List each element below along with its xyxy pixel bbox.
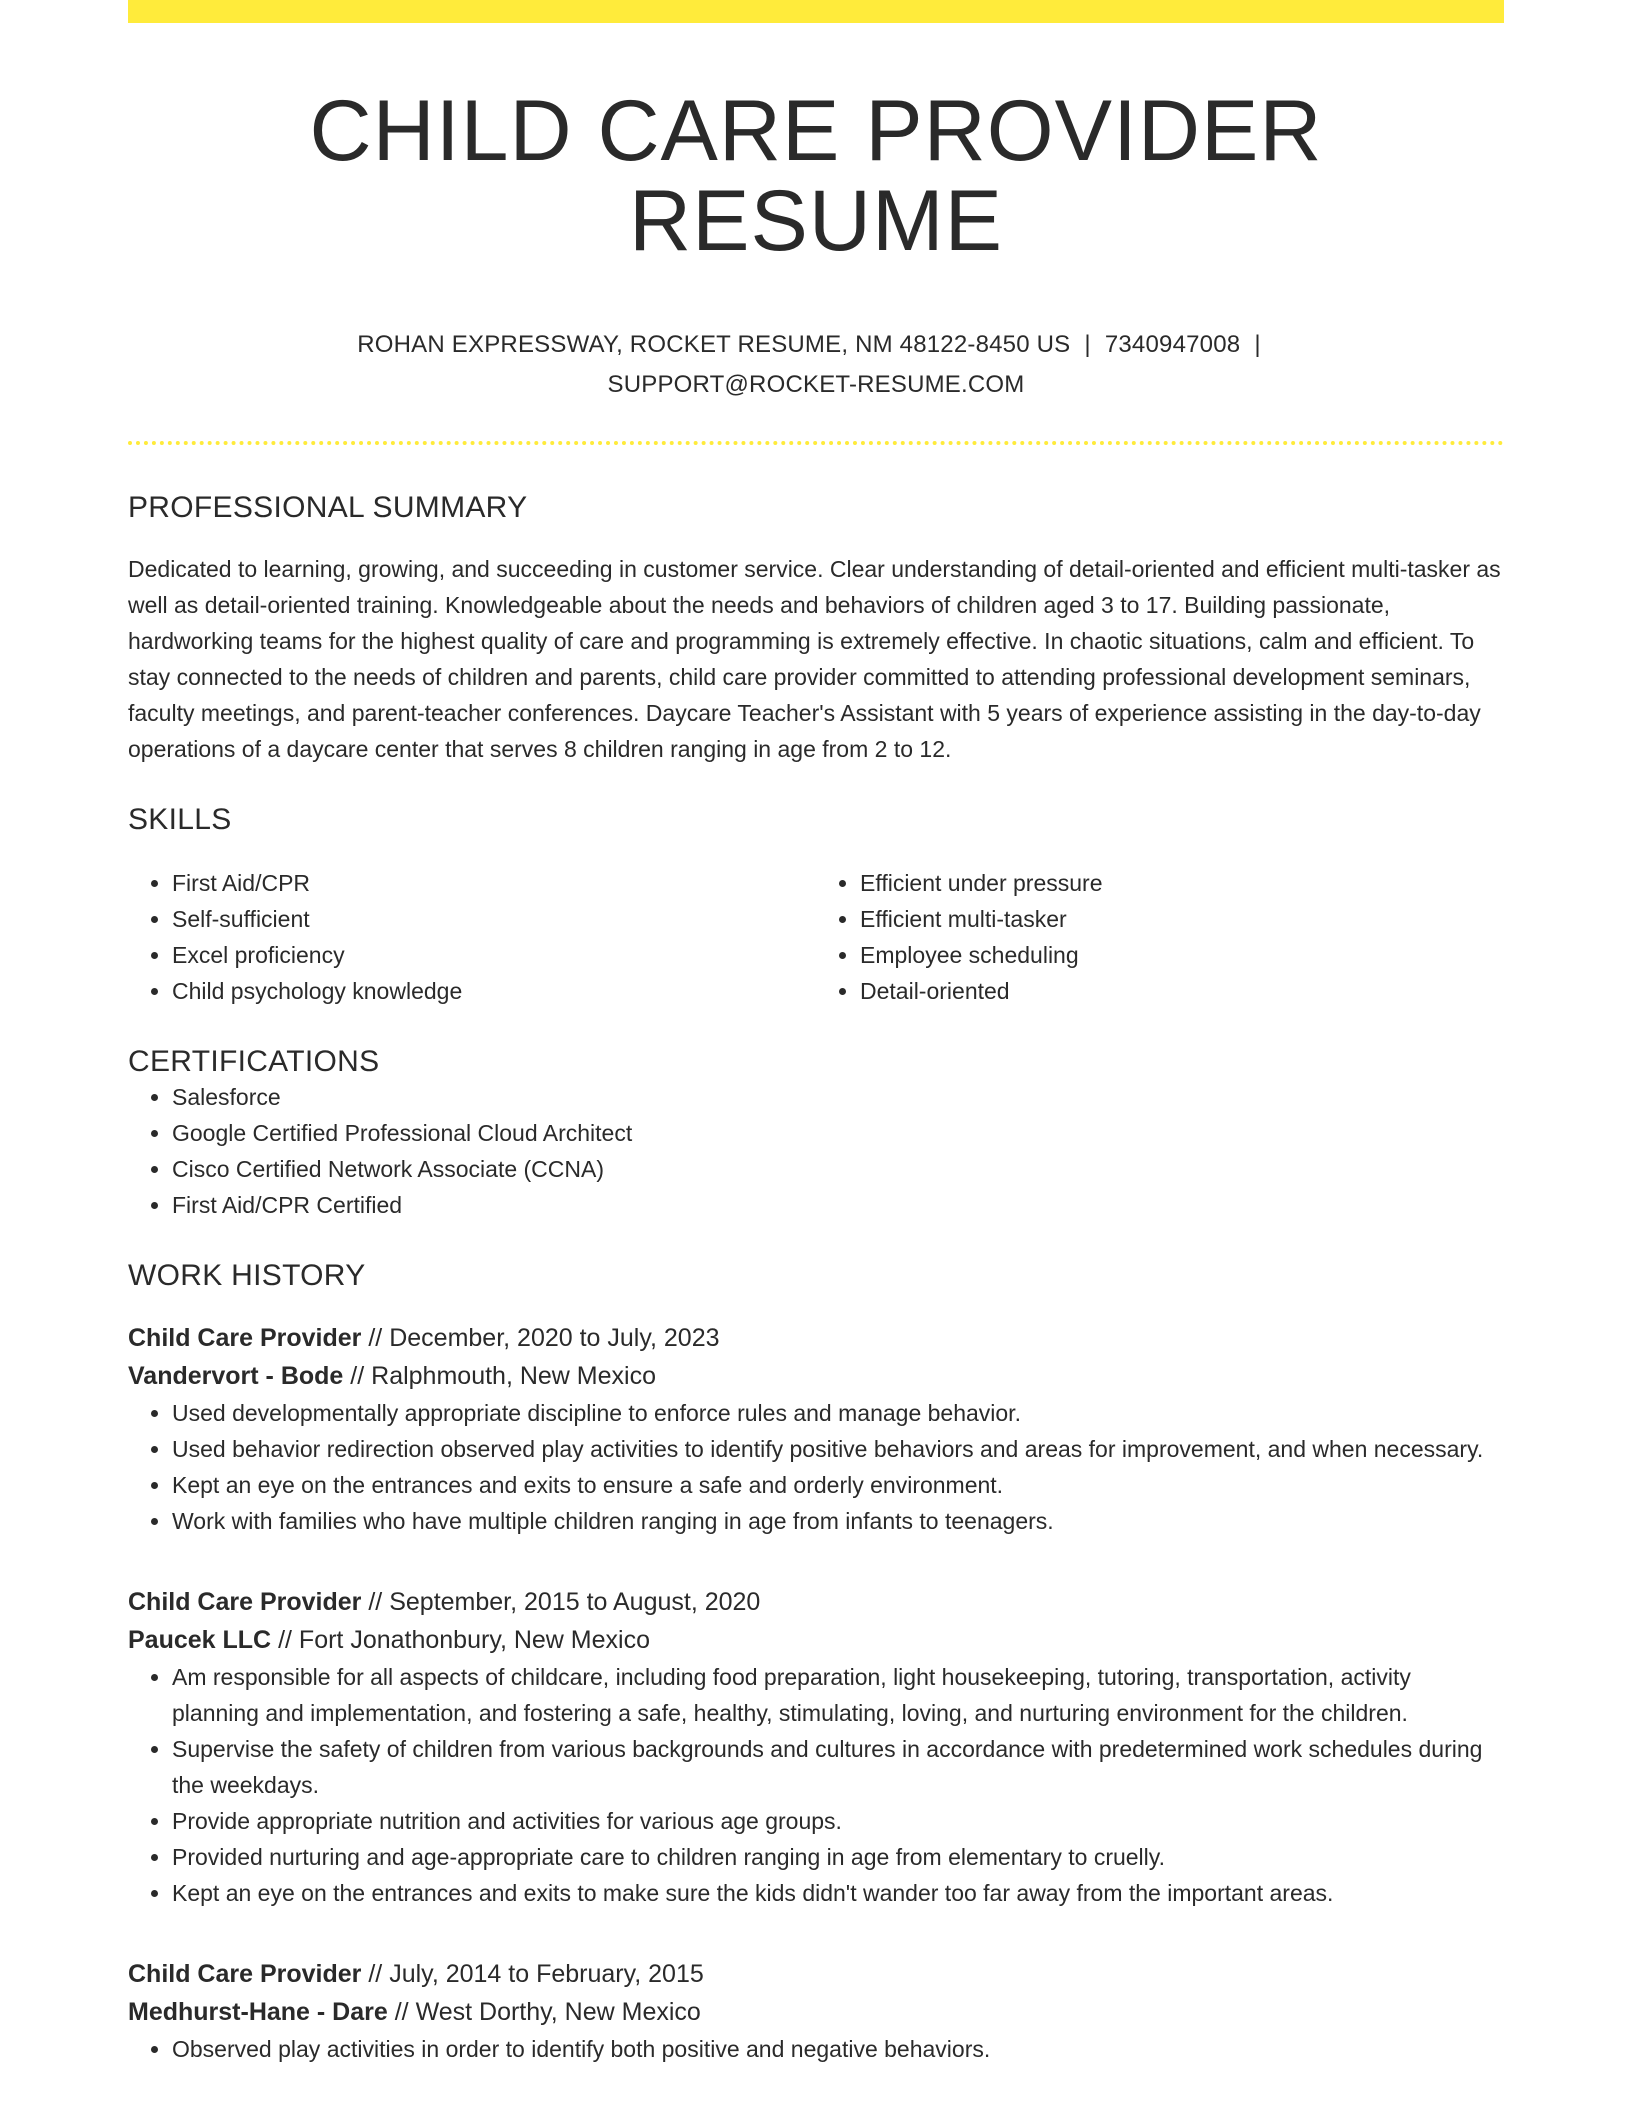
job-separator: // bbox=[368, 1959, 383, 1988]
job-entry bbox=[128, 1319, 1504, 1539]
skill-item: • Child psychology knowledge bbox=[172, 973, 816, 1009]
job-title: Child Care Provider bbox=[128, 1587, 362, 1616]
job-separator: // bbox=[368, 1587, 383, 1616]
header-divider bbox=[128, 441, 1504, 445]
certification-item: • Google Certified Professional Cloud Architect bbox=[172, 1115, 1504, 1151]
contact-phone[interactable]: 7340947008 bbox=[1104, 330, 1241, 358]
skill-item: • Excel proficiency bbox=[172, 937, 816, 973]
job-duty: • Used behavior redirection observed play activities to identify positive behaviors and areas for improvement, and when necessary. bbox=[172, 1431, 1504, 1467]
job-location: Ralphmouth, New Mexico bbox=[371, 1361, 656, 1390]
job-title-line bbox=[128, 1319, 1504, 1357]
certification-item: • Cisco Certified Network Associate (CCNA) bbox=[172, 1151, 1504, 1187]
job-duty: • Kept an eye on the entrances and exits to ensure a safe and orderly environment. bbox=[172, 1467, 1504, 1503]
job-separator: // bbox=[350, 1361, 365, 1390]
summary-heading: PROFESSIONAL SUMMARY bbox=[128, 490, 528, 524]
skills-heading: SKILLS bbox=[128, 802, 232, 836]
job-dates: September, 2015 to August, 2020 bbox=[389, 1587, 761, 1616]
contact-separator: | bbox=[1084, 330, 1091, 358]
job-separator: // bbox=[278, 1625, 292, 1654]
job-separator: // bbox=[368, 1323, 383, 1352]
job-company: Medhurst-Hane - Dare bbox=[128, 1997, 388, 2026]
resume-title: CHILD CARE PROVIDER RESUME bbox=[309, 83, 1323, 270]
contact-info bbox=[128, 325, 1504, 405]
contact-separator: | bbox=[1254, 330, 1261, 358]
skills-grid bbox=[128, 865, 1504, 1009]
job-dates: December, 2020 to July, 2023 bbox=[389, 1323, 720, 1352]
job-company-line bbox=[128, 1621, 1504, 1659]
job-title: Child Care Provider bbox=[128, 1323, 362, 1352]
contact-address: ROHAN EXPRESSWAY, ROCKET RESUME, NM 48122-8450 US bbox=[357, 330, 1071, 358]
job-duty: • Kept an eye on the entrances and exits to make sure the kids didn't wander too far away from the important areas. bbox=[172, 1875, 1504, 1911]
job-separator: // bbox=[394, 1997, 409, 2026]
contact-email[interactable]: SUPPORT@ROCKET-RESUME.COM bbox=[607, 370, 1025, 398]
job-company-line bbox=[128, 1993, 1504, 2031]
job-location: West Dorthy, New Mexico bbox=[415, 1997, 701, 2026]
job-duty: • Used developmentally appropriate discipline to enforce rules and manage behavior. bbox=[172, 1395, 1504, 1431]
job-duty: • Provided nurturing and age-appropriate care to children ranging in age from elementary to cruelly. bbox=[172, 1839, 1504, 1875]
certification-item: • First Aid/CPR Certified bbox=[172, 1187, 1504, 1223]
skill-item: • Efficient multi-tasker bbox=[860, 901, 1504, 937]
job-location: Fort Jonathonbury, New Mexico bbox=[298, 1625, 650, 1654]
resume-page bbox=[128, 0, 1504, 2067]
job-entry bbox=[128, 1583, 1504, 1911]
job-title: Child Care Provider bbox=[128, 1959, 362, 1988]
skill-item: • Self-sufficient bbox=[172, 901, 816, 937]
job-company: Vandervort - Bode bbox=[128, 1361, 344, 1390]
job-title-line bbox=[128, 1955, 1504, 1993]
job-duties-list bbox=[128, 2031, 1504, 2067]
job-duties-list bbox=[128, 1395, 1504, 1539]
summary-text: Dedicated to learning, growing, and succeeding in customer service. Clear understanding of detail-oriented and efficient multi-tasker as well as detail-oriented training. Knowledgeable about the needs and behaviors of children aged 3 to 17. Building passionate, hardworking teams for the highest quality of care and programming is extremely effective. In chaotic situations, calm and efficient. To stay connected to the needs of children and parents, child care provider committed to attending professional development seminars, faculty meetings, and parent-teacher conferences. Daycare Teacher's Assistant with 5 years of experience assisting in the day-to-day operations of a daycare center that serves 8 children ranging in age from 2 to 12. bbox=[128, 555, 1501, 762]
job-company: Paucek LLC bbox=[128, 1625, 272, 1654]
job-duties-list bbox=[128, 1659, 1504, 1911]
certifications-heading: CERTIFICATIONS bbox=[128, 1044, 380, 1078]
skill-item: • Employee scheduling bbox=[860, 937, 1504, 973]
job-duty: • Observed play activities in order to identify both positive and negative behaviors. bbox=[172, 2031, 1504, 2067]
job-company-line bbox=[128, 1357, 1504, 1395]
job-duty: • Am responsible for all aspects of childcare, including food preparation, light housekeeping, tutoring, transportation, activity planning and implementation, and fostering a safe, healthy, stimulating, loving, and nurturing environment for the children. bbox=[172, 1659, 1504, 1731]
certifications-list bbox=[128, 1079, 1504, 1223]
job-duty: • Supervise the safety of children from various backgrounds and cultures in accordance with predetermined work schedules during the weekdays. bbox=[172, 1731, 1504, 1803]
skill-item: • Detail-oriented bbox=[860, 973, 1504, 1009]
job-dates: July, 2014 to February, 2015 bbox=[389, 1959, 704, 1988]
skills-column-right bbox=[816, 865, 1504, 1009]
job-duty: • Provide appropriate nutrition and activities for various age groups. bbox=[172, 1803, 1504, 1839]
certification-item: • Salesforce bbox=[172, 1079, 1504, 1115]
top-accent-bar bbox=[128, 0, 1504, 23]
job-entry bbox=[128, 1955, 1504, 2067]
skill-item: • First Aid/CPR bbox=[172, 865, 816, 901]
skill-item: • Efficient under pressure bbox=[860, 865, 1504, 901]
work-history-heading: WORK HISTORY bbox=[128, 1258, 366, 1292]
skills-column-left bbox=[128, 865, 816, 1009]
job-duty: • Work with families who have multiple children ranging in age from infants to teenagers. bbox=[172, 1503, 1504, 1539]
job-title-line bbox=[128, 1583, 1504, 1621]
